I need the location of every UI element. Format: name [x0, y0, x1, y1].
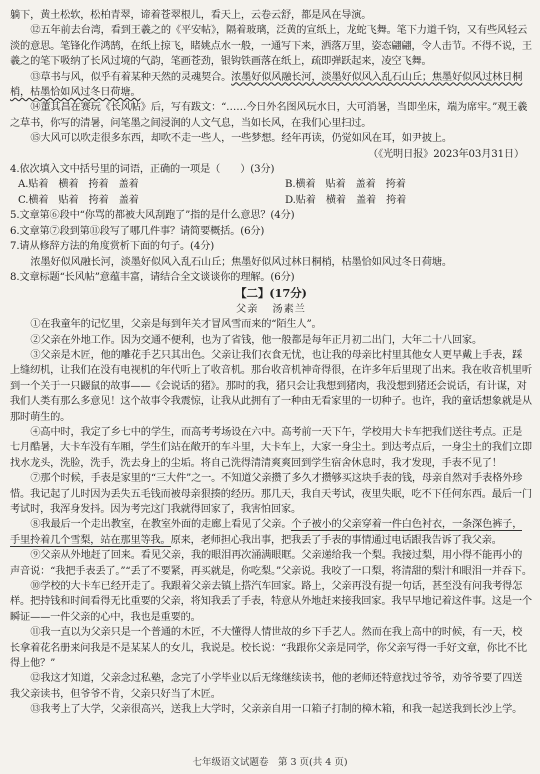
article-para-4: ④高中时，我定了乡七中的学生，而高考考场设在六中。高考前一天下午，学校用大卡车把我们送往考点。正是七月酷暑，大卡车没有车厢，学生们站在敞开的车斗里，大卡车上，大家一身尘土。到达考点后，一身尘土的我们立即找水龙头，洗脸，洗手，洗去身上的尘垢。将自己洗得清清爽爽回到学生宿舍休息时，我才发现，手表不见了！ — [10, 426, 532, 469]
option-c: C.横着 贴着 挎着 盖着 — [18, 194, 139, 206]
article-para-12: ⑫我这才知道，父亲念过私塾，念完了小学毕业以后无缘继续读书，他的老师还特意找过爷爷，劝爷爷要了四送我父亲读书，但爷爷不肯，父亲只好当了木匠。 — [10, 673, 523, 700]
passage1-para-13 — [10, 70, 532, 101]
question-6: 6.文章第⑦段到第⑪段写了哪几件事？请简要概括。(6分) — [10, 225, 265, 237]
para-8-underlined-sentence: 个子被小的父亲穿着一件白色衬衣，一条深色裤子，手里拎着几个雪梨，站在那里等我。 — [10, 519, 523, 546]
question-7: 7.请从修辞方法的角度赏析下面的句子。(4分) — [10, 241, 215, 253]
passage1-para-15: ⑮大风可以吹走很多东西，却吹不走一些人，一些梦想。经年再读，仍觉如风在耳，如尹披上。 — [30, 133, 452, 145]
exam-page — [10, 8, 532, 718]
article-para-9: ⑨父亲从外地赶了回来。看见父亲，我的眼泪再次涌满眼眶。父亲递给我一个梨。我接过梨，用小得不能再小的声音说：“我把手表丢了。”“丢了不要紧，再买就是，你吃梨。”父亲说。我咬了一口梨，将清甜的梨汁和眼泪一并吞下。 — [10, 550, 532, 577]
para-13-intro: ⑬草书与风，似乎有着某种天然的灵魂契合。 — [30, 71, 232, 83]
article-para-2: ②父亲在外地工作。因为交通不便利，也为了省钱，他一般都是每年正月初二出门，大年二十八回家。 — [30, 334, 483, 346]
passage1-para-12: ⑫五年前去台湾，看到王羲之的《平安帖》，隔着玻璃，泛黄的宣纸上，龙蛇飞舞。笔下力道千钧，又有些风轻云淡的意思。笔锋化作鸿鹄，在纸上掠飞，睹姚点水一般，一通写下来，洒落万里，姿态翩翩，令人击节。不得不说，王羲之的笔下吸纳了长风过境的气韵，笔画苍劲，银钩铁画落在纸上，疏即弹跃起来，凌空飞舞。 — [10, 25, 532, 68]
article-para-8 — [10, 517, 532, 548]
question-7-quote: 浓墨好似风融长河，淡墨好似风入乱石山丘；焦墨好似风过林日桐梢，枯墨恰如风过冬日荷塘。 — [30, 256, 452, 268]
question-4-stem: 4.依次填入文中括号里的词语，正确的一项是（ ）(3分) — [10, 164, 275, 176]
page-footer: 七年级语文试题卷 第 3 页(共 4 页) — [192, 757, 348, 768]
question-5: 5.文章第⑥段中“你骂的都被大风刮跑了”指的是什么意思？(4分) — [10, 210, 295, 222]
option-b: B.横着 贴着 盖着 挎着 — [285, 179, 406, 191]
para-8-intro: ⑧我最后一个走出教室，在教室外面的走廊上看见了父亲。 — [30, 519, 292, 531]
article-title-text: 父亲 — [236, 303, 259, 315]
option-a: A.贴着 横着 挎着 盖着 — [18, 179, 139, 191]
article-para-1: ①在我童年的记忆里，父亲是每到年关才冒风雪而来的“陌生人”。 — [30, 319, 322, 331]
article-para-3: ③父亲是木匠，他的雕花手艺只其出色。父亲让我们衣食无忧，也让我的母亲比村里其他女人更早戴上手表，踩上缝纫机，让我们在没有电视机的年代听上了收音机。那台收音机神奇得很，在许多年后里现了出来。我在收音机里听到一个关于一只鼹鼠的故事——《会说话的猪》。那时的我，猪只会让我想到猪肉，我没想到猪还会说话，有计谋，对我们人类有那么多意见！这个故事令我震惊，让我从此拥有了一种由无看家里的一切种子。也许，我的童话想象就是从那时萌生的。 — [10, 349, 532, 423]
article-title — [10, 302, 532, 317]
passage1-para-14: ⑭董其昌在赛玩《长风帖》后，写有跋文：“……今日外名图风玩水日，大可消暑，当即坐床，端为席牢。”观王羲之草书，你写的清暑，问笔墨之间浸润的人文气息，当如长风，在我们心里扫过。 — [10, 102, 528, 129]
para-13-wavy-underlined-sentence: 浓墨好似风融长河，淡墨好似风入乱石山丘；焦墨好似风过林日桐梢，枯墨恰如风过冬日荷塘。 — [10, 71, 523, 99]
question-4-options — [10, 177, 532, 208]
passage1-line-top: 躺下，黄土松软，松柏青翠，谛着苍翠根儿，看天上，云卷云舒，都是风在导演。 — [10, 10, 372, 21]
passage1-source: （《光明日报》2023年03月31日） — [368, 148, 524, 160]
article-para-10: ⑩学校的大卡车已经开走了。我跟着父亲去镇上搭汽车回家。路上，父亲再没有提一句话，甚至没有问我考得怎样。把持钱和时间看得无比重要的父亲，将知我丢了手表，特意从外地赶来接我回家。我早早地记着这件事。这是一个瞬证——一件父亲的心中，我也是重要的。 — [10, 581, 532, 623]
para-8-rest: 原来，老师担心我出事，把我丢了手表的事情通过电话跟我告诉了我父亲。 — [170, 534, 502, 546]
question-8: 8.文章标题“长风帖”意蕴丰富，请结合全文谈谈你的理解。(6分) — [10, 271, 295, 283]
article-para-7: ⑦那个时候，手表是家里的“三大件”之一。不知道父亲攒了多久才攒够买这块手表的钱，母亲自然对手表格外珍惜。我记起了儿时因为丢失五毛钱而被母亲狠揍的经历。那几天，我自天考试，夜里失眠，吃不下任何东西。最后一门考试时，我浑身发抖。因为考完这门我就得回家了，我害怕回家。 — [10, 473, 532, 515]
section-2-title: 【二】(17分) — [235, 286, 307, 301]
article-para-13: ⑬我考上了大学，父亲很高兴，送我上大学时，父亲亲自用一口箱子打制的樟木箱，和我一起送我到长沙上学。 — [30, 704, 523, 716]
article-para-11: ⑪我一直以为父亲只是一个普通的木匠，不大懂得人情世故的乡下手艺人。然而在我上高中的时候，有一天，校长拿着花名册来问我是不是某某人的女儿，我说是。校长说：“我跟你父亲是同学，你父亲写得一手好文章，你比不比得上他？” — [10, 627, 527, 670]
option-d: D.贴着 横着 盖着 挎着 — [285, 194, 407, 206]
article-author: 汤素兰 — [272, 303, 306, 315]
